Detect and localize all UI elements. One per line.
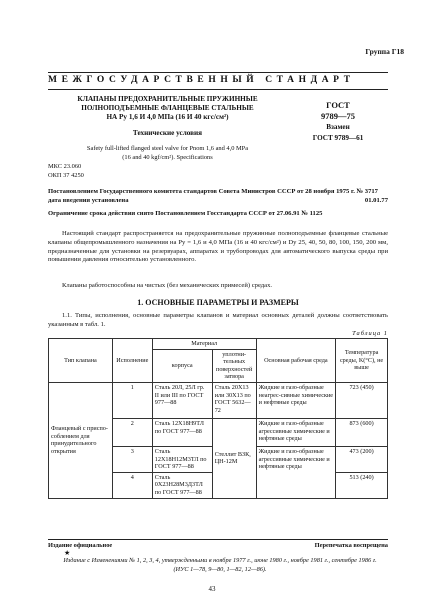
cell-temp: 873 (600) (336, 418, 388, 446)
header-material: Материал (152, 339, 256, 350)
limit-note: Ограничение срока действия снято Постановлением Госстандарта СССР от 27.06.91 № 1125 (48, 210, 323, 217)
clause-1-1: 1.1. Типы, исполнения, основные параметры клапанов и материал основных деталей должны соответствовать указанным в табл. 1. (48, 312, 388, 328)
top-rule (48, 72, 388, 73)
cell-body: Сталь 20Л, 25Л гр. II или III по ГОСТ 977—88 (152, 382, 212, 418)
clean-media-paragraph: Клапаны работоспособны на чистых (без механических примесей) средах. (62, 282, 273, 289)
decree (48, 188, 388, 206)
parameters-table (48, 338, 388, 499)
cell-seal: Стеллит ВЗК, ЦН-12М (212, 418, 256, 498)
replaces-code: ГОСТ 9789—61 (312, 134, 364, 142)
cell-exec: 3 (112, 446, 152, 472)
star-mark: ★ (64, 549, 71, 557)
cell-medium: Жидкие и газо-образные неагрес-сивные химические и нефтяные среды (256, 382, 335, 418)
reprint-notice: Перепечатка воспрещена (314, 542, 388, 549)
header-execution: Исполнение (112, 339, 152, 383)
header-medium: Основная рабочая среда (256, 339, 335, 383)
group-code: Группа Г18 (365, 47, 404, 56)
english-title (60, 145, 275, 162)
document-title (60, 95, 275, 122)
footer (48, 542, 388, 549)
gost-label: ГОСТ (326, 100, 350, 110)
mks-code: МКС 23.060 (48, 163, 82, 170)
cell-medium: Жидкие и газо-образные агрессивные химические и нефтяные среды (256, 418, 335, 446)
footer-rule (48, 539, 388, 540)
english-title-line-2: (16 and 40 kgf/cm²). Specifications (122, 153, 213, 161)
banner-rule (48, 89, 388, 90)
cell-seal: Сталь 20Х13 или 30Х13 по ГОСТ 5632—72 (212, 382, 256, 418)
header-type: Тип клапана (49, 339, 113, 383)
cell-type: Фланцевый с приспо-соблением для принудительного открытия (49, 382, 113, 498)
cell-body: Сталь 12Х18Н9ТЛ по ГОСТ 977—88 (152, 418, 212, 446)
header-seal: уплотни-тельных поверхностей затвора (212, 349, 256, 382)
gost-block (298, 100, 378, 144)
document-subtitle: Технические условия (132, 129, 203, 137)
table-header-row (49, 339, 388, 350)
section-heading: 1. ОСНОВНЫЕ ПАРАМЕТРЫ И РАЗМЕРЫ (137, 298, 299, 307)
header-body: корпуса (152, 349, 212, 382)
table-label: Таблица 1 (352, 330, 388, 337)
standard-banner: МЕЖГОСУДАРСТВЕННЫЙ СТАНДАРТ (48, 75, 355, 85)
cell-temp: 723 (450) (336, 382, 388, 418)
cell-temp: 473 (200) (336, 446, 388, 472)
title-line-1: КЛАПАНЫ ПРЕДОХРАНИТЕЛЬНЫЕ ПРУЖИННЫЕ (77, 95, 258, 103)
intro-paragraph: Настоящий стандарт распространяется на предохранительные пружинные полноподъемные фланцевые стальные клапаны общепромышленного назначения на Pу = 1,6 и 4,0 МПа (16 и 40 кгс/см²) и Dу 25, 40, 50, 80, 100, 150, 200 мм, предназначенные для установки на резервуарах, аппаратах и трубопроводах для автоматического выпуска среды при повышении давления относительно установленного. (48, 230, 388, 264)
cell-temp: 513 (240) (336, 472, 388, 498)
replaces-label: Взамен (326, 123, 350, 131)
cell-body: Сталь 12Х18Н12М3ТЛ по ГОСТ 977—88 (152, 446, 212, 472)
amendments-note: Издание с Изменениями № 1, 2, 3, 4, утвержденными в ноябре 1977 г., июне 1980 г., ноябре 1981 г., сентябре 1986 г. (ИУС 1—78, 9—80, 1—82, 12—86). (63, 557, 377, 573)
effective-date: 01.01.77 (364, 196, 388, 204)
title-line-3: НА Pу 1,6 И 4,0 МПа (16 И 40 кгс/см²) (106, 113, 229, 121)
english-title-line-1: Safety full-lifted flanged steel valve for Pnom 1,6 and 4,0 MPa (86, 145, 249, 152)
classification-codes (48, 163, 84, 180)
gost-code: 9789—75 (321, 111, 355, 121)
decree-line-1: Постановлением Государственного комитета стандартов Совета Министров СССР от 28 ноября 1975 г. № 3717 (48, 188, 378, 195)
cell-exec: 4 (112, 472, 152, 498)
header-temperature: Температура среды, K(°C), не выше (336, 339, 388, 383)
page-number: 43 (208, 585, 216, 593)
title-line-2: ПОЛНОПОДЪЕМНЫЕ ФЛАНЦЕВЫЕ СТАЛЬНЫЕ (81, 104, 254, 112)
cell-body: Сталь 0Х23Н28М3Д3ТЛ по ГОСТ 977—88 (152, 472, 212, 498)
cell-exec: 1 (112, 382, 152, 418)
cell-medium: Жидкие и газо-образные агрессивные химические и нефтяные среды (256, 446, 335, 498)
table-row (49, 382, 388, 418)
okp-code: ОКП 37 4250 (48, 171, 84, 179)
decree-line-2: дата введения установлена (48, 196, 129, 204)
official-edition-label: Издание официальное (48, 542, 113, 549)
cell-exec: 2 (112, 418, 152, 446)
